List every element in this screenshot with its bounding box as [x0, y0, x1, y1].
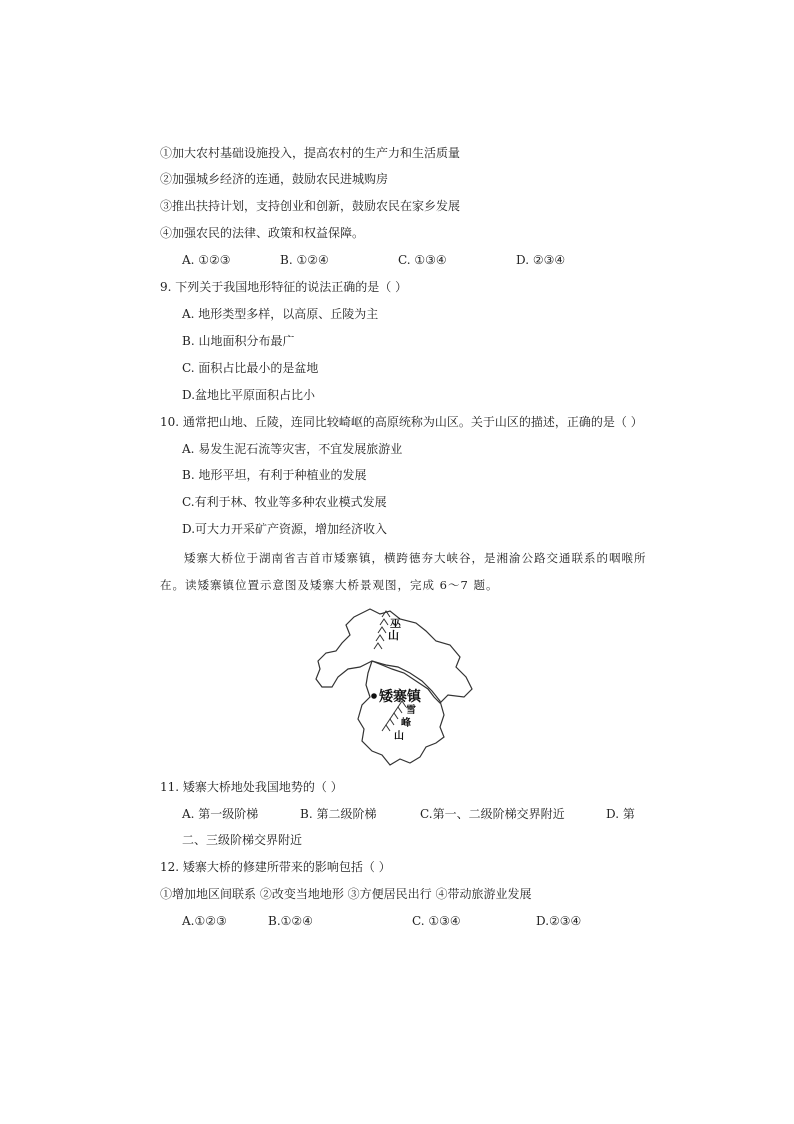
q9-option-a[interactable]: A. 地形类型多样，以高原、丘陵为主 [182, 307, 379, 321]
town-marker [371, 693, 377, 699]
q10-option-c[interactable]: C.有利于林、牧业等多种农业模式发展 [182, 495, 387, 509]
q9-stem: 9. 下列关于我国地形特征的说法正确的是（ ） [160, 280, 408, 294]
q10-option-a[interactable]: A. 易发生泥石流等灾害，不宜发展旅游业 [182, 442, 403, 456]
q11-option-d[interactable]: D. 第 [606, 807, 635, 821]
q8-statement-3: ③推出扶持计划，支持创业和创新，鼓励农民在家乡发展 [160, 199, 461, 213]
q9-option-b[interactable]: B. 山地面积分布最广 [182, 334, 295, 348]
town-label: 矮寨镇 [379, 689, 421, 705]
q8-statement-1: ①加大农村基础设施投入，提高农村的生产力和生活质量 [160, 146, 461, 160]
q10-option-d[interactable]: D.可大力开采矿产资源，增加经济收入 [182, 522, 388, 536]
q9-option-c[interactable]: C. 面积占比最小的是盆地 [182, 361, 319, 375]
q12-stem: 12. 矮寨大桥的修建所带来的影响包括（ ） [160, 860, 391, 874]
location-map [308, 605, 480, 770]
mountain-label-2-char-1: 雪 [406, 705, 416, 716]
q9-option-d[interactable]: D.盆地比平原面积占比小 [182, 388, 316, 402]
mountain-label-2-char-3: 山 [394, 731, 404, 742]
q10-option-b[interactable]: B. 地形平坦，有利于种植业的发展 [182, 468, 367, 482]
mountain-label-1-char-2: 山 [388, 629, 399, 642]
q8-option-d[interactable]: D. ②③④ [516, 253, 566, 267]
q12-option-b[interactable]: B.①②④ [268, 914, 313, 928]
q11-option-a[interactable]: A. 第一级阶梯 [182, 807, 259, 821]
q8-option-c[interactable]: C. ①③④ [398, 253, 447, 267]
passage-line-1: 矮寨大桥位于湖南省吉首市矮寨镇，横跨德夯大峡谷，是湘渝公路交通联系的咽喉所 [184, 551, 647, 565]
q11-option-b[interactable]: B. 第二级阶梯 [300, 807, 377, 821]
q12-option-a[interactable]: A.①②③ [182, 914, 227, 928]
q11-stem: 11. 矮寨大桥地处我国地势的（ ） [160, 780, 343, 794]
q11-option-c[interactable]: C.第一、二级阶梯交界附近 [420, 807, 565, 821]
q8-option-b[interactable]: B. ①②④ [280, 253, 329, 267]
q11-option-d-continuation: 二、三级阶梯交界附近 [182, 833, 303, 847]
q12-option-c[interactable]: C. ①③④ [412, 914, 461, 928]
q8-statement-2: ②加强城乡经济的连通，鼓励农民进城购房 [160, 172, 389, 186]
q8-statement-4: ④加强农民的法律、政策和权益保障。 [160, 226, 365, 240]
mountain-label-1-char-1: 巫 [390, 617, 401, 630]
inner-county-boundary [358, 661, 444, 765]
q12-statements: ①增加地区间联系 ②改变当地地形 ③方便居民出行 ④带动旅游业发展 [160, 887, 532, 901]
q8-option-a[interactable]: A. ①②③ [182, 253, 231, 267]
q10-stem: 10. 通常把山地、丘陵，连同比较崎岖的高原统称为山区。关于山区的描述，正确的是（ ） [160, 415, 643, 429]
passage-line-2: 在。读矮寨镇位置示意图及矮寨大桥景观图，完成 6～7 题。 [160, 578, 499, 592]
mountain-label-2-char-2: 峰 [401, 718, 411, 729]
q12-option-d[interactable]: D.②③④ [536, 914, 582, 928]
